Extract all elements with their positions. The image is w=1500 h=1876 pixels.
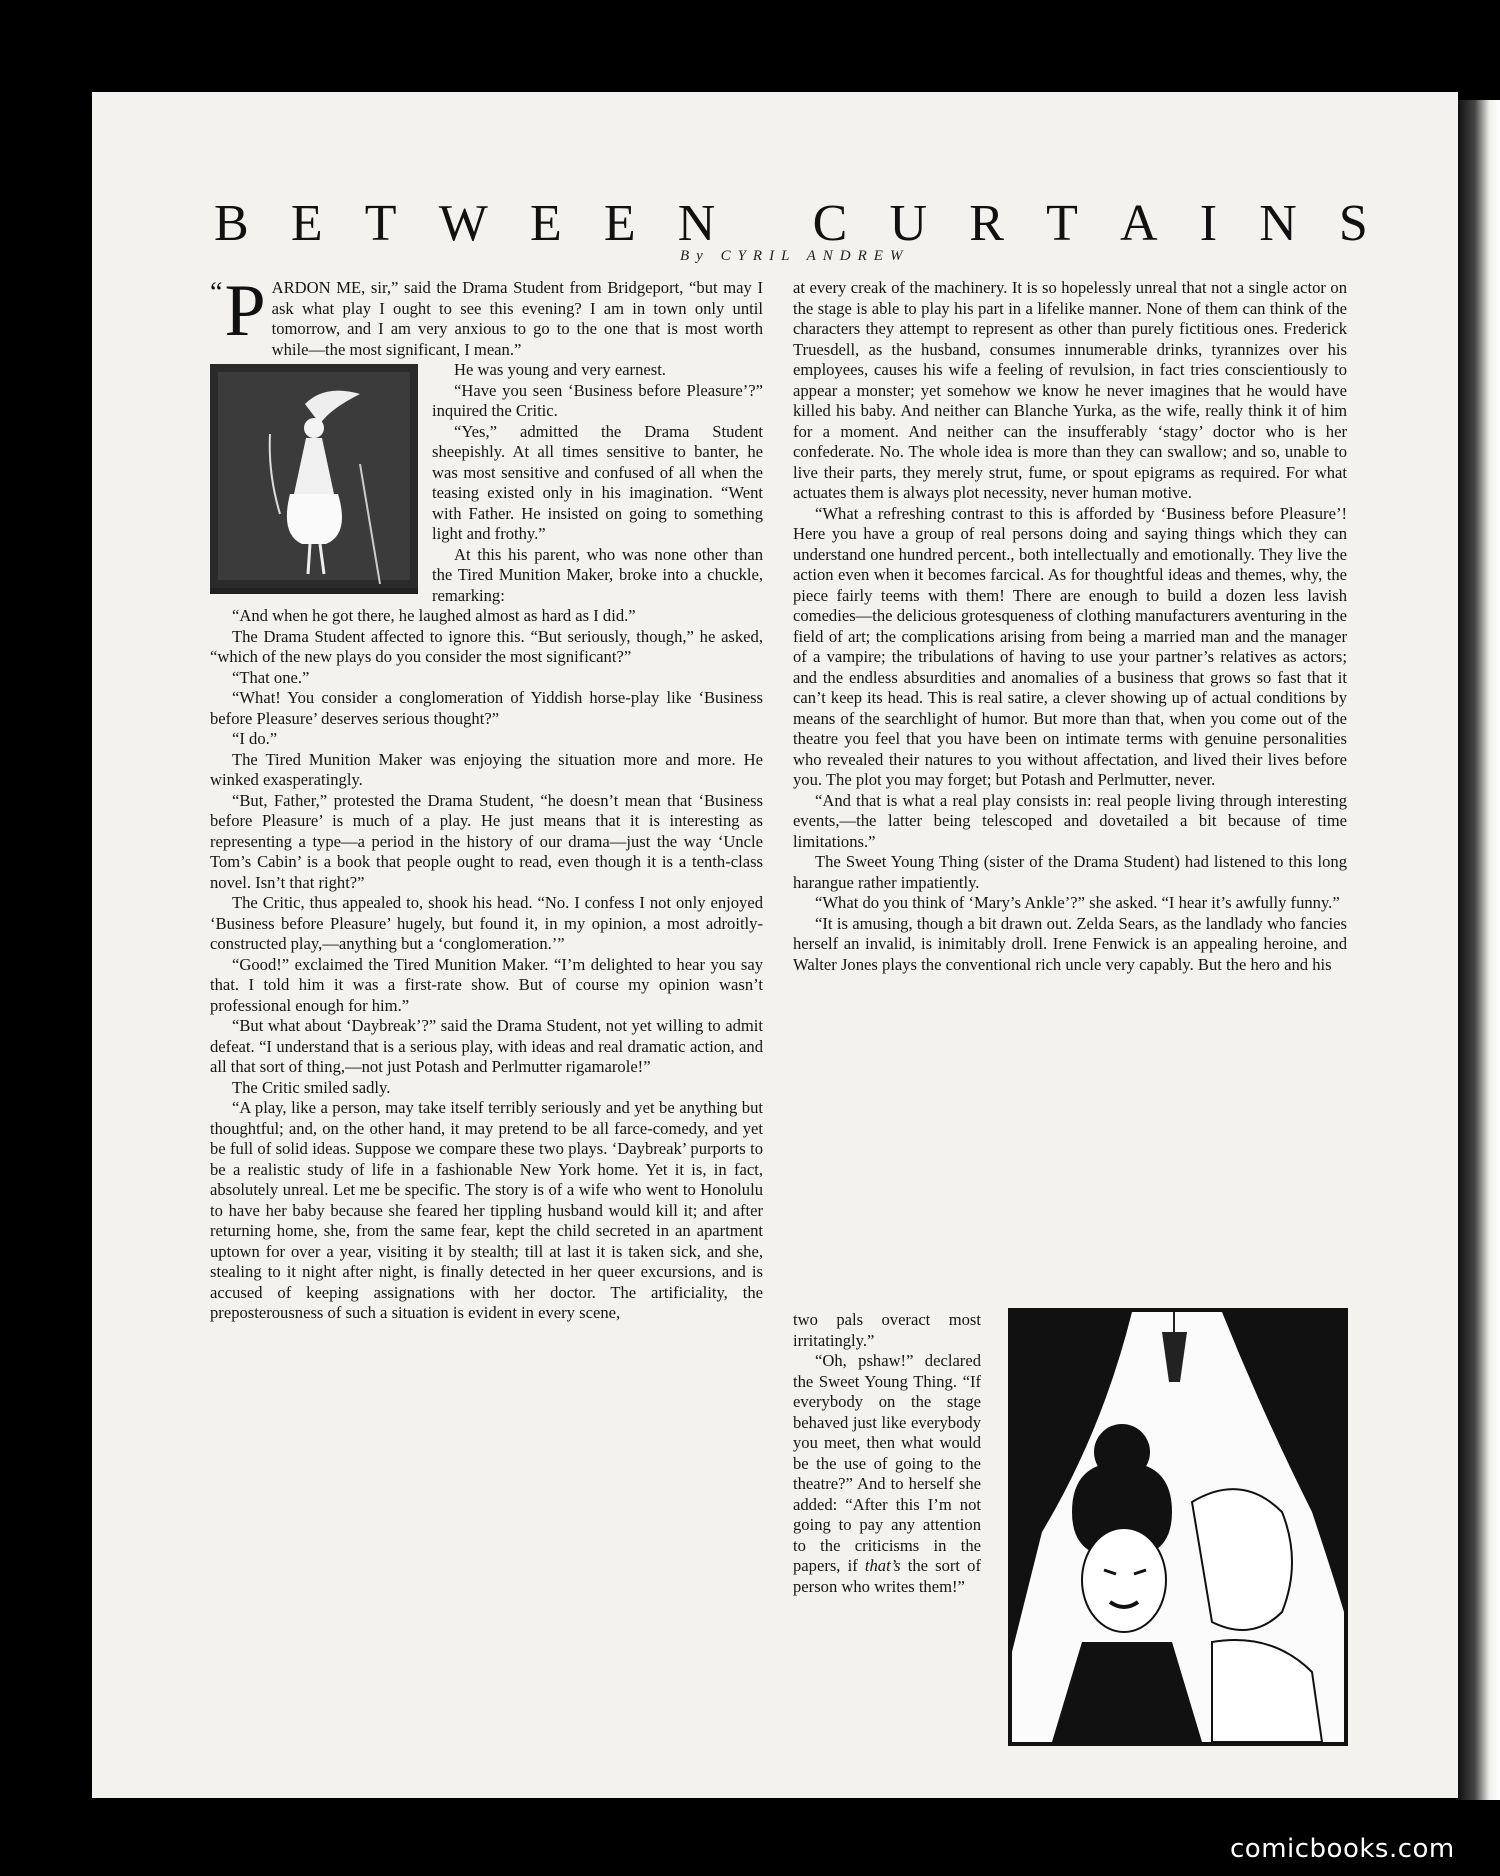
title-letter: E bbox=[603, 195, 636, 252]
left-column bbox=[210, 270, 763, 1568]
paragraph: “Have you seen ‘Business before Pleasure’?” inquired the Critic. bbox=[432, 380, 763, 420]
paragraph: He was young and very earnest. bbox=[454, 360, 666, 379]
paragraph: “Yes,” admitted the Drama Student sheepishly. At all times sensitive to banter, he was most sensitive and confused of all when the teasing existed only in his imagination. “Went with Father. He insisted on going to something light and frothy.” bbox=[432, 421, 763, 543]
title-letter bbox=[758, 198, 771, 250]
paragraph: “That one.” bbox=[232, 667, 310, 687]
illustration-woman-with-parasol bbox=[210, 364, 418, 594]
paragraph: two pals overact most irritatingly.” bbox=[793, 1310, 981, 1350]
paragraph: “And that is what a real play consists in: real people living through interesting events,—the latter being telescoped and dovetailed a bit because of time limitations.” bbox=[793, 790, 1347, 851]
title-letter: N bbox=[1259, 195, 1297, 252]
paragraph: “What! You consider a conglomeration of Yiddish horse-play like ‘Business before Pleasure’ deserves serious thought?” bbox=[210, 688, 763, 728]
opening-text: ARDON ME, sir,” said the Drama Student from Bridgeport, “but may I ask what play I ought to see this evening? I am in town only until tomorrow, and I am very anxious to go to the one that is most worth while—the most significant, I mean.” bbox=[271, 278, 763, 359]
dropcap-quote: “ bbox=[210, 277, 223, 308]
paragraph: “What do you think of ‘Mary’s Ankle’?” she asked. “I hear it’s awfully funny.” bbox=[815, 893, 1340, 912]
page-gutter bbox=[1458, 100, 1500, 1800]
title-letter: R bbox=[969, 195, 1004, 252]
dropcap-letter: P bbox=[224, 270, 266, 352]
paragraph: The Sweet Young Thing (sister of the Drama Student) had listened to this long harangue rather impatiently. bbox=[793, 852, 1347, 892]
emphasis-text: that’s bbox=[864, 1556, 901, 1575]
title-letter: E bbox=[529, 195, 562, 252]
paragraph: “It is amusing, though a bit drawn out. Zelda Sears, as the landlady who fancies herself an invalid, is inimitably droll. Irene Fenwick is an appealing heroine, and Walter Jones plays the conventional rich uncle very capably. But the hero and his bbox=[793, 913, 1347, 974]
paragraph: The Critic, thus appealed to, shook his head. “No. I confess I not only enjoyed ‘Business before Pleasure’ hugely, but found it, in my opinion, a most adroitly-constructed play,—anything but a ‘conglomeration.’” bbox=[210, 893, 763, 953]
paragraph bbox=[793, 1351, 981, 1597]
paragraph: at every creak of the machinery. It is so hopelessly unreal that not a single actor on the stage is able to play his part in a lifelike manner. None of them can think of the characters they attempt to represent as other than purely fictitious ones. Frederick Truesdell, as the husband, consumes innumerable drinks, tyrannizes over his employees, causes his wife a feeling of revulsion, in fact tries conscientiously to appear a monster; yet somehow we know he never imagines that he would have killed his baby. And neither can Blanche Yurka, as the wife, really think it of him for a moment. And neither can the insufferably ‘stagy’ doctor who is her confederate. No. The whole idea is more than they can swallow; and so, unable to live their parts, they merely strut, fume, or spout epigrams as required. For what actuates them is always plot necessity, never human motive. bbox=[793, 278, 1347, 502]
paragraph: “Good!” exclaimed the Tired Munition Maker. “I’m delighted to hear you say that. I told him it was a first-rate show. But of course my opinion wasn’t professional enough for him.” bbox=[210, 954, 763, 1015]
paragraph: “But what about ‘Daybreak’?” said the Drama Student, not yet willing to admit defeat. “I understand that is a serious play, with ideas and real dramatic action, and all that sort of thing,—not just Potash and Perlmutter rigamarole!” bbox=[210, 1016, 763, 1076]
title-letter: T bbox=[1046, 195, 1078, 252]
paragraph: “A play, like a person, may take itself terribly seriously and yet be anything but thoughtful; and, on the other hand, it may pretend to be all farce-comedy, and yet be full of solid ideas. Suppose we compare these two plays. ‘Daybreak’ purports to be a realistic study of life in a fashionable New York home. Yet it is, in fact, absolutely unreal. Let me be specific. The story is of a wife who went to Honolulu to have her baby because she feared her tippling husband would kill it; and after returning home, she, from the same fear, kept the child secreted in an apartment uptown for over a year, visiting it by stealth; till at last it is taken sick, and she, stealing to it night after night, is finally detected in her queer excursions, and is accused of keeping assignations with her doctor. The artificiality, the preposterousness of such a situation is evident in every scene, bbox=[210, 1098, 763, 1322]
title-letter: B bbox=[214, 195, 249, 252]
title-letter: U bbox=[889, 195, 928, 252]
title-letter: W bbox=[438, 195, 488, 252]
paragraph-text: the sort of person who writes them!” bbox=[793, 1556, 981, 1596]
paragraph: “What a refreshing contrast to this is afforded by ‘Business before Pleasure’! Here you have a group of real persons doing and saying things which they can understand one hundred percent., both intellectually and emotionally. They live the action even when it becomes farcical. As for thoughtful ideas and themes, why, the piece fairly teems with them! There are enough to build a dozen less lavish comedies—the delicious grotesqueness of clothing manufacturers aventuring in the field of art; the complications arising from being a married man and the manager of a vampire; the tribulations of having to use your partner’s relatives as actors; and the endless absurdities and anomalies of a business that grows so fast that it can’t keep its head. This is real satire, a clever showing up of actual conditions by means of the searchlight of humor. But more than that, when you come out of the theatre you feel that you have been on intimate terms with genuine personalities who revealed their natures to you without affectation, and lived their lives before you. The plot you may forget; but Potash and Perlmutter, never. bbox=[793, 503, 1347, 789]
title-letter: I bbox=[1199, 195, 1218, 252]
article-title bbox=[214, 195, 1368, 252]
illustration-couple-icon bbox=[1012, 1312, 1344, 1742]
illustration-couple bbox=[1008, 1308, 1348, 1746]
title-letter: C bbox=[812, 195, 848, 252]
site-watermark: comicbooks.com bbox=[1230, 1834, 1455, 1864]
title-letter: T bbox=[364, 195, 397, 252]
paragraph: At this his parent, who was none other than the Tired Munition Maker, broke into a chuckle, remarking: bbox=[432, 544, 763, 605]
title-letter: A bbox=[1119, 195, 1158, 252]
paragraph: “I do.” bbox=[232, 729, 278, 748]
title-letter: E bbox=[290, 195, 323, 252]
article-byline: By CYRIL ANDREW bbox=[680, 248, 910, 264]
right-lower-column bbox=[793, 1310, 981, 1597]
paragraph: “But, Father,” protested the Drama Student, “he doesn’t mean that ‘Business before Pleasure’ is much of a play. He just means that it is interesting as representing a type—a period in the history of our drama—just the way ‘Uncle Tom’s Cabin’ is a book that people ought to read, even though it is a tenth-class novel. Isn’t that right?” bbox=[210, 790, 763, 892]
illustration-woman-icon bbox=[210, 364, 418, 588]
paragraph-text: “Oh, pshaw!” declared the Sweet Young Thing. “If everybody on the stage behaved just like everybody you meet, then what would be the use of going to the theatre?” And to herself she added: “After this I’m not going to pay any attention to the criticisms in the papers, if bbox=[793, 1351, 981, 1575]
title-letter: N bbox=[677, 195, 716, 252]
paragraph: The Drama Student affected to ignore this. “But seriously, though,” he asked, “which of the new plays do you consider the most significant?” bbox=[210, 626, 763, 666]
paragraph: “And when he got there, he laughed almost as hard as I did.” bbox=[232, 606, 636, 625]
title-letter: S bbox=[1338, 195, 1368, 252]
opening-paragraph bbox=[210, 270, 763, 360]
paragraph: The Critic smiled sadly. bbox=[232, 1077, 391, 1097]
paragraph: The Tired Munition Maker was enjoying the situation more and more. He winked exasperatingly. bbox=[210, 749, 763, 789]
